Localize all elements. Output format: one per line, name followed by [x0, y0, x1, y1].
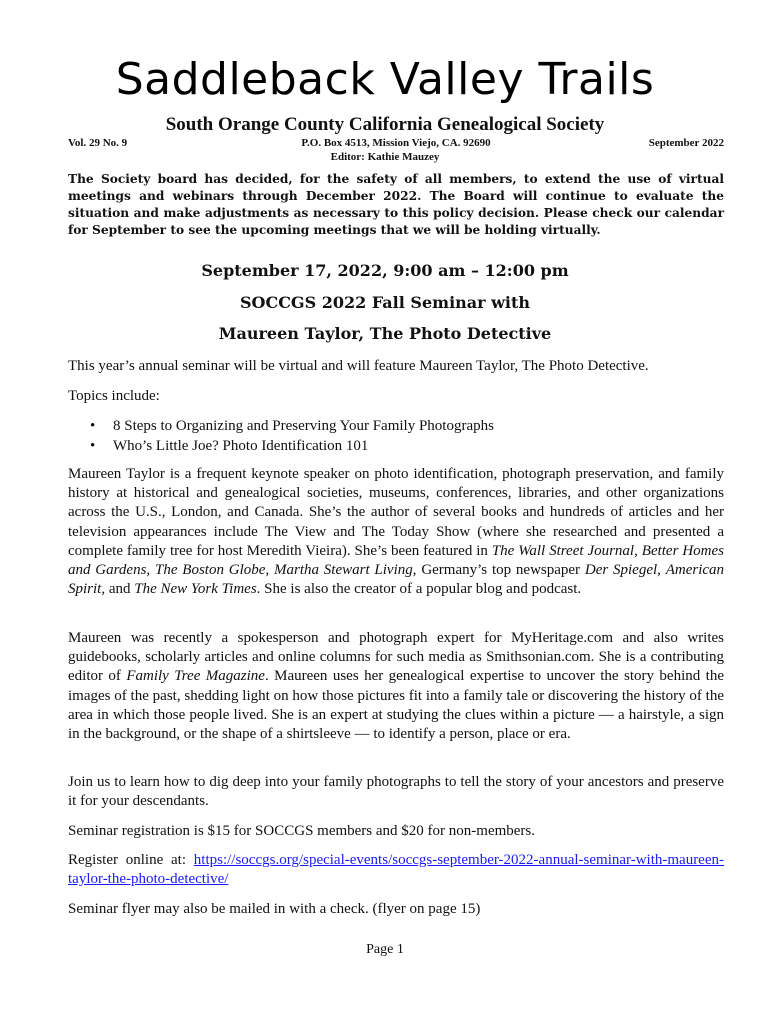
intro-text: This year’s annual seminar will be virtual and will feature Maureen Taylor, The Photo Detective. [68, 358, 649, 374]
bullet-icon: • [90, 438, 96, 454]
bio1-text-d: . She is also the creator of a popular blog and podcast. [256, 581, 582, 598]
join-paragraph [68, 773, 724, 811]
topic-text: Who’s Little Joe? Photo Identification 101 [113, 438, 369, 454]
bio1-sep: , [634, 542, 642, 559]
flyer-paragraph [68, 900, 724, 919]
volume-number: Vol. 29 No. 9 [68, 137, 128, 149]
join-text: Join us to learn how to dig deep into your family photographs to tell the story of your ancestors and preserve it for your descendants. [68, 774, 724, 810]
issue-date: September 2022 [648, 137, 724, 149]
bio2-text-b: . Maureen uses her genealogical expertise to uncover the story behind the images of the past, shedding light on how those pictures fit into a family tale or discovering the history of the area in which those people lived. She is an expert at studying the clues within a picture — a hairstyle, a sign in the background, or the shape of a shirtsleeve — to identify a person, place or era. [68, 668, 724, 743]
bio1-spirit: American Spirit [68, 562, 725, 598]
event-title: SOCCGS 2022 Fall Seminar with [239, 293, 531, 312]
bio1-sep: , [265, 562, 274, 579]
bio1-wsj: The Wall Street Journal [491, 542, 635, 559]
topics-label [68, 387, 724, 406]
registration-paragraph [68, 822, 724, 841]
event-speaker: Maureen Taylor, The Photo Detective [218, 324, 552, 343]
bio1-globe: The Boston Globe [154, 562, 266, 579]
register-paragraph [68, 851, 724, 889]
bullet-icon: • [90, 418, 96, 434]
intro-paragraph [68, 357, 724, 376]
bio1-martha: Martha Stewart Living [273, 562, 413, 579]
bio2-ftm: Family Tree Magazine [126, 668, 265, 685]
event-datetime: September 17, 2022, 9:00 am – 12:00 pm [201, 261, 569, 280]
list-item [68, 436, 724, 456]
flyer-text: Seminar flyer may also be mailed in with a check. (flyer on page 15) [68, 901, 481, 917]
topic-text: 8 Steps to Organizing and Preserving Your Family Photographs [113, 418, 494, 434]
topics-label-text: Topics include: [68, 388, 160, 404]
bio1-sep: , [657, 562, 666, 579]
bio-paragraph-2 [68, 629, 724, 744]
bio1-nyt: The New York Times [134, 581, 257, 598]
registration-text: Seminar registration is $15 for SOCCGS members and $20 for non-members. [68, 823, 536, 839]
bio1-spiegel: Der Spiegel [584, 562, 658, 579]
topics-list [68, 416, 724, 456]
mailing-address: P.O. Box 4513, Mission Viejo, CA. 92690 [301, 137, 491, 149]
register-label: Register online at: [68, 852, 194, 868]
bio1-text-a: Maureen Taylor is a frequent keynote speaker on photo identification, photograph preservation, and family history at historical and genealogical societies, museums, conferences, libraries, and other organizations across the U.S., London, and Canada. She’s the author of several books and hundreds of articles and her television appearances include The View and The Today Show (where she researched and presented a complete family tree for host Meredith Vieira). She’s been featured in [68, 466, 724, 559]
page-number: Page 1 [366, 942, 404, 957]
register-link[interactable]: https://soccgs.org/special-events/soccgs-september-2022-annual-seminar-with-maureen-taylor-the-photo-detective/ [68, 852, 724, 888]
bio2-text-a: Maureen was recently a spokesperson and photograph expert for MyHeritage.com and also writes guidebooks, scholarly articles and online columns for such media as Smithsonian.com. She is a contributing editor of [68, 630, 724, 685]
bio1-text-c: , and [101, 581, 135, 598]
masthead-title: Saddleback Valley Trails [115, 54, 655, 105]
editor-credit: Editor: Kathie Mauzey [330, 151, 440, 163]
bio-paragraph-1 [68, 465, 724, 599]
bio1-sep: , [146, 562, 155, 579]
bio1-text-b: , Germany’s top newspaper [412, 562, 585, 579]
society-name: South Orange County California Genealogical Society [165, 114, 605, 135]
list-item [68, 416, 724, 436]
board-notice: The Society board has decided, for the safety of all members, to extend the use of virtual meetings and webinars through December 2022. The Board will continue to evaluate the situation and make adjustments as necessary to this policy decision. Please check our calendar for September to see the upcoming meetings that we will be holding virtually. [68, 172, 724, 237]
bio1-bhg: Better Homes and Gardens [68, 542, 725, 579]
